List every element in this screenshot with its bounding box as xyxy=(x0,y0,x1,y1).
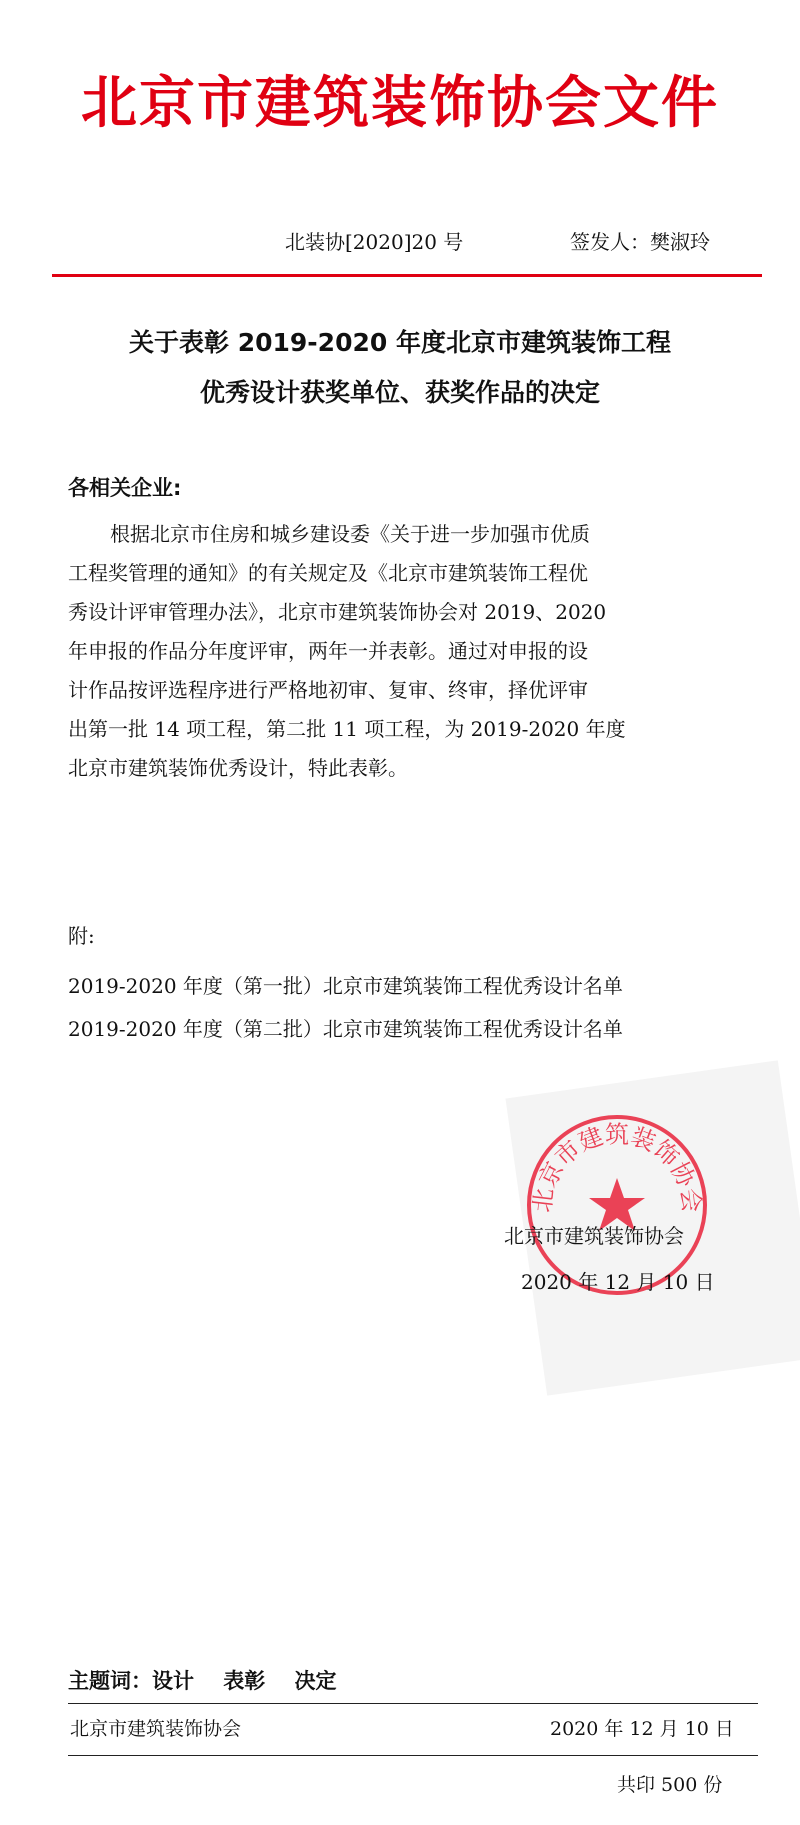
footer-rule-bottom xyxy=(68,1755,758,1756)
body-line: 秀设计评审管理办法》，北京市建筑装饰协会对 2019、2020 xyxy=(68,600,607,624)
body-line: 根据北京市住房和城乡建设委《关于进一步加强市优质 xyxy=(110,522,590,546)
signature-date: 2020 年 12 月 10 日 xyxy=(521,1270,715,1294)
signature-org: 北京市建筑装饰协会 xyxy=(504,1224,684,1248)
masthead-title: 北京市建筑装饰协会文件 xyxy=(81,71,719,136)
footer-org: 北京市建筑装饰协会 xyxy=(70,1718,242,1740)
annex-list xyxy=(68,965,623,1051)
print-copies: 共印 500 份 xyxy=(617,1774,723,1796)
subject-keywords: 主题词：设计 表彰 决定 xyxy=(68,1669,337,1693)
annex-item: 2019-2020 年度（第二批）北京市建筑装饰工程优秀设计名单 xyxy=(68,1017,623,1041)
body-paragraph xyxy=(68,515,732,788)
red-divider xyxy=(52,274,762,277)
title-line-2: 优秀设计获奖单位、获奖作品的决定 xyxy=(199,378,600,407)
salutation: 各相关企业: xyxy=(68,476,182,500)
title-line-1: 关于表彰 2019-2020 年度北京市建筑装饰工程 xyxy=(129,328,671,357)
body-line: 年申报的作品分年度评审，两年一并表彰。通过对申报的设 xyxy=(68,639,588,663)
body-line: 北京市建筑装饰优秀设计，特此表彰。 xyxy=(68,756,408,780)
signer-line: 签发人：樊淑玲 xyxy=(570,230,710,254)
annex-item: 2019-2020 年度（第一批）北京市建筑装饰工程优秀设计名单 xyxy=(68,974,623,998)
document-title xyxy=(0,318,800,418)
annex-label: 附: xyxy=(68,924,95,948)
body-line: 工程奖管理的通知》的有关规定及《北京市建筑装饰工程优 xyxy=(68,561,588,585)
footer-date: 2020 年 12 月 10 日 xyxy=(550,1718,734,1740)
footer-rule-top xyxy=(68,1703,758,1704)
body-line: 出第一批 14 项工程，第二批 11 项工程，为 2019-2020 年度 xyxy=(68,717,626,741)
seal-text: 北京市建筑装饰协会 xyxy=(528,1120,706,1214)
body-line: 计作品按评选程序进行严格地初审、复审、终审，择优评审 xyxy=(68,678,588,702)
document-number: 北装协[2020]20 号 xyxy=(285,230,464,254)
